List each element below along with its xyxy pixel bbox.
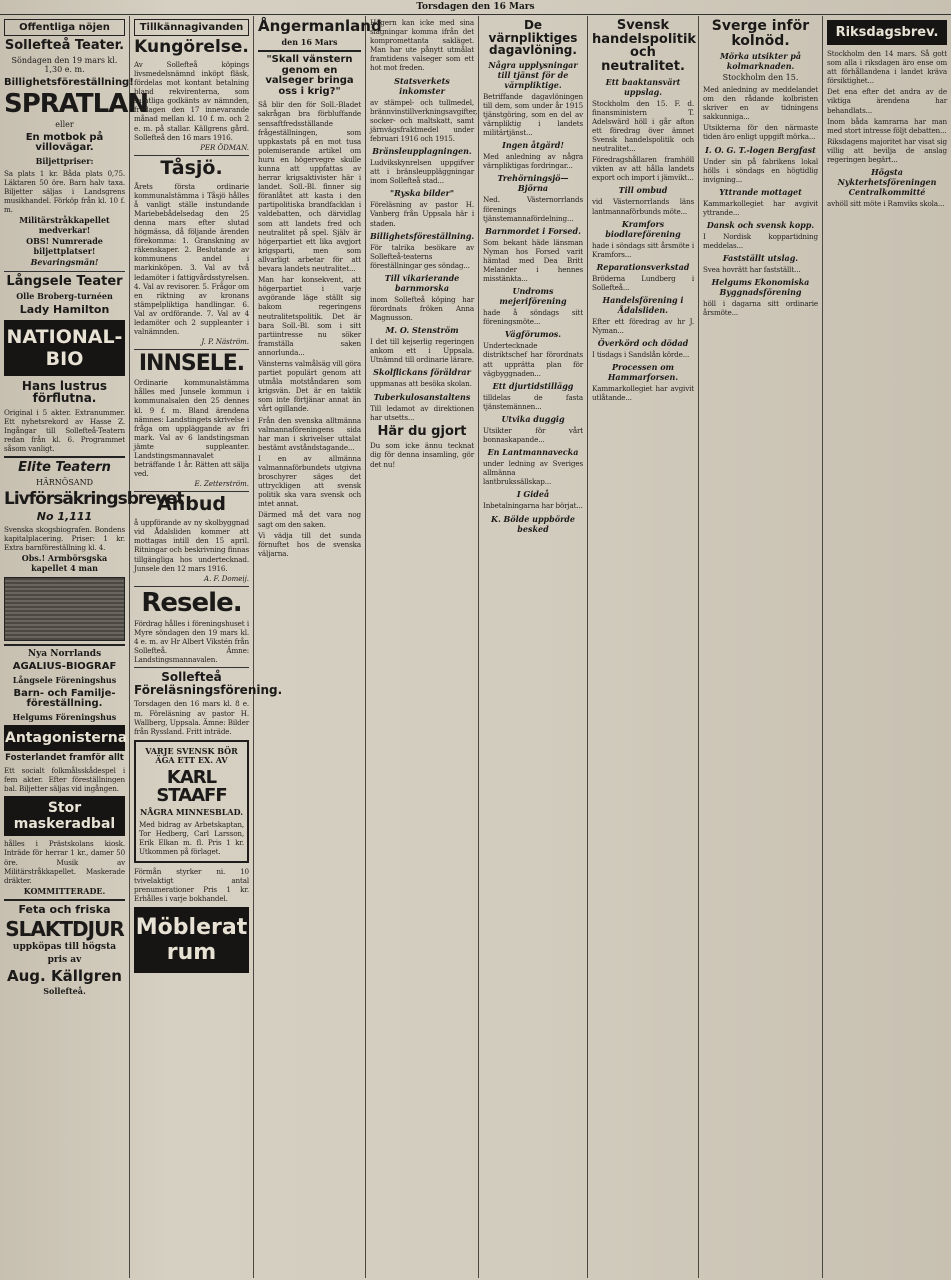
bransle-heading: Bränsleupplagningen. [372,146,472,157]
lantmannavecka: En Lantmannavecka [487,447,579,458]
body-text: under ledning av Sveriges allmänna lantbrukssällskap... [483,459,583,487]
body-text: Högern kan icke med sina slagningar komma ifrån det kompromettanta sakläget. Man har ute pånytt utmålat framtidens valseger som ett hot mot freden. [370,18,474,73]
body-text: Därmed må det vara nog sagt om den saken. [258,510,361,529]
uppkopas: uppköpas till högsta [12,941,117,952]
olle-broberg: Olle Broberg-turnéen [16,290,113,301]
divider [4,644,125,646]
pris-av: pris av [47,954,82,965]
divider [134,349,249,350]
body-text: Med bidrag av Arbetskaptan, Tor Hedberg, Carl Larsson, Erik Elkan m. fl. Pris 1 kr. Utkommen på förlaget. [139,819,244,856]
column-4 [366,16,479,1278]
solleftea-forelasning: Sollefteå Föreläsningsförening. [134,670,283,697]
processen: Processen om Hammarforsen. [607,362,679,383]
body-text: För talrika besökare av Sollefteå-teaterns föreställningar ges söndag... [370,242,474,270]
section-head-tillkannagivanden: Tillkännagivanden [134,19,249,36]
body-text: Förmån styrker ni. 10 tvivelaktigt antal prenumerationer Pris 1 kr. Erhålles i varje bokhandel. [134,866,249,904]
agalius-biograf: AGALIUS-BIOGRAF [12,661,117,673]
body-text: Du som icke ännu tecknat dig för denna insamling, gör det nu! [370,441,474,469]
body-text: Svenska skogsbiografen. Bondens kapitalplacering. Priser: 1 kr. Extra barnföreställning kl. 4. [4,525,125,553]
body-text: Stockholm den 14 mars. Så gott som alla i riksdagen äro ense om att förhållandena i landet kräva försiktighet... [827,49,947,86]
elite-teatern: Elite Teatern [18,460,111,476]
taso-heading: Tåsjö. [160,156,223,179]
innsele-heading: INNSELE. [138,351,245,377]
billighet-heading-2: Billighetsföreställning. [370,230,475,241]
body-text: å uppförande av ny skolbyggnad vid Ådalsliden kommer att mottagas intill den 15 april. Ritningar och beskrivning finnas tillgängliga hos undertecknad. Junsele den 12 mars 1916. [134,518,249,573]
stor-maskeradbal: Stor maskeradbal [4,796,125,836]
angermanland-title: Ångermanland [258,17,382,35]
bevaringsman: Bevaringsmän! [30,257,99,268]
moblerat-rum: Möblerat rum [134,907,249,973]
riksdagsbrev-title: Riksdagsbrev. [827,20,947,45]
body-text: I en av allmänna valmannaförbundets utgivna broschyrer säges det uttryckligen att svensk politik ska vara svensk och intet annat. [258,453,361,509]
body-text: inom Sollefteå köping har förordnats fröken Anna Magnusson. [370,294,474,323]
body-text: hade å söndags sitt föreningsmöte... [483,308,583,327]
body-text: Torsdagen den 16 mars kl. 8 e. m. Föreläsning av pastor H. Wallberg, Uppsala. Ämne: Bilder från Ryssland. Fritt inträde. [134,699,249,736]
body-text: Med anledning av några värnpliktigas fordringar... [483,152,583,171]
body-text: Bröderna Lundberg i Sollefteå... [592,273,694,292]
motbok-subtitle: En motbok på villovägar. [25,131,104,154]
body-text: I det till kejserlig regeringen ankom ett i Uppsala. Utnämnd till ordinarie lärare. [370,337,474,365]
barnmorska-heading: Till vikarierande barnmorska [384,272,460,293]
divider [4,456,125,458]
page-masthead: Torsdagen den 16 Mars [0,0,951,15]
body-text: hade i söndags sitt årsmöte i Kramfors... [592,240,694,259]
barnmordet-forsed: Barnmordet i Forsed. [485,225,581,236]
column-5 [479,16,588,1278]
baaktansvart-sub: Ett baaktansvärt uppslag. [605,76,681,97]
overkord: Överkörd och dödad [597,338,689,349]
trehorningsjo: Trehörningsjö—Björna [497,173,569,194]
divider [4,899,125,901]
statsverkets-heading: Statsverkets inkomster [394,75,450,96]
sverge-kolnod-title: Sverge inför kolnöd. [711,18,810,49]
body-text: Till ledamot av direktionen har utsetts... [370,403,474,422]
body-text: uppmanas att besöka skolan. [370,379,472,389]
biljettpriser: Biljettpriser: [35,155,94,166]
karl-staaff-title: KARL STAAFF [156,766,227,806]
body-text: Fördrag hålles i föreningshuset i Myre söndagen den 19 mars kl. 4 e. m. av Hr Albert Vikstén från Sollefteå. Ämne: Landstingsmannavalen. [134,618,249,665]
tuberkulos-heading: Tuberkulosanstaltens [373,391,471,402]
body-text: Stockholm den 15. F. d. finansministern T. Adelswärd höll i går afton ett föredrag över ämnet Svensk handelspolitik och neutralitet... [592,98,694,154]
billighet-heading: Billighetsföreställning! [4,76,134,88]
body-text: Kammarkollegiet har avgivit yttrande... [703,198,818,217]
stenstrom-heading: M. O. Stenström [385,325,459,336]
spratlan-title: SPRATLAN [4,89,149,120]
skolflickans-heading: Skolflickans föräldrar [373,367,471,378]
ad-preheading: VARJE SVENSK BÖR ÄGA ETT EX. AV [145,745,238,766]
photo-illustration [4,577,125,641]
body-text: Ned. Västernorrlands förenings tjänstemannafördelning... [483,195,583,223]
feta-friska: Feta och friska [18,903,111,917]
divider [4,271,125,272]
divider [258,50,361,52]
body-text: av stämpel- och tullmedel, brännvinstillverkningsavgifter, socker- och maltskatt, samt järnvägsfraktmedel under februari 1916 och 1915. [370,97,478,143]
iogt-bergfast: I. O. G. T.-logen Bergfast [705,144,816,155]
national-bio-logo: NATIONAL-BIO [4,320,125,376]
body-text: Ludvikskynrelsen uppgifver att i bränsleuppläggningar inom Sollefteå stad... [370,158,474,186]
nya-norrlands: Nya Norrlands [27,648,102,659]
body-text: höll i dagarna sitt ordinarie årsmöte... [703,299,818,318]
fosterland: Fosterlandet framför allt [5,753,124,764]
barn-familje: Barn- och Familje-föreställning. [13,687,116,710]
body-text: Föreläsning av pastor H. Vanberg från Uppsala här i staden. [370,200,474,228]
obs-numrerade: OBS! Numrerade biljettplatser! [26,236,103,256]
militarkapellet: Militärstråkkapellet medverkar! [19,214,110,235]
body-text: Sa plats 1 kr. Båda plats 0,75. Läktaren 50 öre. Barn halv taxa. Biljetter säljas i Landsgrens musikhandel. Förköp från kl. 10 f. m. [4,168,125,214]
body-text: Original i 5 akter. Extranummer. Ett nyhetsrekord av Hasse Z. Ingångar till Sollefteå-Teatern redan från kl. 6. Programmet såsom vanligt. [4,407,125,454]
ett-djurtidstillagg: Ett djurtidstillägg [492,380,574,391]
column-3 [254,16,382,1278]
langsele-teater-heading: Långsele Teater [6,273,123,289]
svensk-handelspolitik-title: Svensk handelspolitik och neutralitet. [592,18,697,74]
body-text: Inom båda kamrarna har man med stort intresse följt debatten... [827,116,947,135]
body-text: Betriffande dagavlöningen till dem, som under år 1915 tjänstgöring, som en del av värnpliktig i landets militärtjänst... [483,91,583,138]
karl-staaff-ad [134,740,249,863]
body-text: Man har konsekvent, att högerpartiet i varje avgörande läge ställt sig bakom regeringens neutralitetspolitik. Det är bara Soll.-Bl. som i sitt partiintresse nu söker framställa saken annorlunda... [258,275,361,357]
i-gidea: I Gideå [516,489,550,500]
ryska-bilder-heading: "Ryska bilder" [389,188,455,199]
divider [134,586,249,587]
anbud-heading: Anbud [157,493,226,516]
faststallt: Fastställt utslag. [722,253,799,264]
teater-date: Söndagen den 19 mars kl. 1,30 e. m. [11,55,118,75]
antagonisterna: Antagonisterna [4,725,125,751]
column-8 [823,16,951,1278]
divider [134,155,249,156]
body-text: Utsikterna för den närmaste tiden äro enligt uppgift mörka... [703,123,818,142]
body-text: Inbetalningarna har börjat... [483,501,583,511]
solleftea-teater-heading: Sollefteå Teater. [4,38,125,53]
aug-kallgren: Aug. Källgren [7,966,122,985]
lady-hamilton: Lady Hamilton [19,303,110,317]
har-du-gjort-heading: Här du gjort [377,423,467,439]
hogsta-nykterhet: Högsta Nykterhetsföreningen Centralkommitté [837,167,937,198]
utvika-duggig: Utvika duggig [501,413,565,424]
column-6 [588,16,699,1278]
harnosand: HÄRNÖSAND [35,478,93,488]
body-text: Kammarkollegiet har avgivit utlåtande... [592,384,694,403]
divider [134,667,249,668]
helgums-foreningshus: Helgums Föreningshus [12,711,117,722]
body-text: Riksdagens majoritet har visat sig villig att bevilja de anslag regeringen begärt... [827,136,947,165]
langsele-foreningshus: Långsele Föreningshus [12,674,117,685]
body-text: Ordinarie kommunalstämma hålles med Junsele kommun i kommunalsalen den 25 dennes kl. 9 f. m. Bland ärendena nämnes: Landstingets skrivelse i fråga om uppläggande av fri mark. Val av 6 landstingsman jämte suppleanter. Landstingsmannavalet beträffande 1 år. Rätten att sälja ved. [134,378,249,479]
body-text: avhöll sitt möte i Ramviks skola... [827,199,945,209]
body-text: Utsikter för vårt bonnaskapande... [483,425,583,445]
body-text: Så blir den för Soll.-Bladet sakrågan bra förbluffande sensaftfredsställande frågeställningen, som uppkastats på en mot tusa polemiserande artikel om huru en högervegre skulle kunna att uppfattas av herrar krigsaktivister här i landet. Soll.-Bl. finner sig föranlåtet att kasta i den partipolitiska brandfacklan i valdebatten, och därvidlag som att landets fred och neutralitet på spel. Själv är högerpartiet ett lika avgjort krigsparti, men som allvarligt arbetar för att bevara landets neutralitet... [258,100,361,274]
vagforumos: Vägförumos. [504,329,562,340]
body-text: Under sin på fabrikens lokal hölls i söndags en högtidlig invigning... [703,156,818,184]
ingen-atgard: Ingen åtgärd! [502,140,564,151]
obs-armborgska: Obs.! Armbörsgska kapellet 4 man [21,553,108,574]
section-head-offentliga-nojen: Offentliga nöjen [4,19,125,36]
column-7 [699,16,823,1278]
body-text: Vi vädja till det sunda förnuftet hos de svenska väljarna. [258,530,361,558]
karl-staaff-sub: NÅGRA MINNESBLAD. [139,806,244,817]
body-text: hålles i Prästskolans kiosk. Inträde för herrar 1 kr., damer 50 öre. Musik av Militärstråkkapellet. Maskerade dräkter. [4,839,125,885]
signature-domeij: A. F. Domeij. [204,574,249,583]
body-text: Ett socialt folkmålsskådespel i fem akter. Efter föreställningen bal. Biljetter säljas vid ingången. [4,766,125,794]
signature: PER ÖDMAN. [200,143,249,152]
slaktdjur: SLAKTDJUR [5,916,124,941]
column-2 [130,16,283,1278]
till-ombud: Till ombud [618,185,668,196]
eller-text: eller [55,120,74,130]
resele-heading: Resele. [141,587,242,618]
body-text: vid Västernorrlands läns lantmannaförbunds möte... [592,197,694,216]
skall-vanstern-headline: "Skall vänstern genom en valseger bringa oss i krig?" [265,54,354,97]
livforsakringsbrevet: Livförsäkringsbrevet [4,488,184,509]
undroms-mejeri: Undroms mejeriförening [499,286,567,307]
body-text: Föredragshållaren framhöll vikten av att hålla landets export och import i jämvikt... [592,155,694,183]
reparationsverkstad: Reparationsverkstad [596,261,690,272]
yttrande-mottaget: Yttrande mottaget [719,186,802,197]
body-text: I tisdags i Sandslån körde... [592,350,690,360]
kommitterade: KOMMITTERADE. [23,885,106,896]
angermanland-date: den 16 Mars [281,36,338,47]
body-text: Med anledning av meddelandet om den rådande kolbristen skriver en av tidningens sakkunniga... [703,84,818,122]
handelsforening: Handelsförening i Ådalsliden. [602,294,684,315]
body-text: Efter ett föredrag av hr J. Nyman... [592,316,694,336]
body-text: Vänsterns valmålsäg vill göra partiet populärt genom att utmåla motståndaren som krigsvän. Det är en taktik som inte förtjänar annat än vårt ogillande. [258,358,361,414]
body-text: Årets första ordinarie kommunalstämma i Tåsjö hålles å vanligt ställe instundande Mariebebådelsedag den 25 denna mars efter slutad högmässa, då följande ärenden förekomma: 1. Granskning av räkenskaper. 2. Beslutande av kommunens andel i markinköpen. 3. Val av två ledamöter i fattigvårdsstyrelsen. 4. Val av revisorer. 5. Frågor om en riktning av kronans stämpelpliktiga handlingar. 6. Val av ordförande. 7. Val av 4 ledamöter och 2 suppleanter i valnämnden. [134,181,249,337]
body-text: tilldelas de fasta tjänstemännen... [483,392,583,411]
column-1 [0,16,184,1278]
kungorelse-heading: Kungörelse. [134,37,249,57]
divider [134,491,249,492]
k-bolde: K. Bölde uppbörde besked [491,513,575,534]
body-text: Undertecknade distriktschef har förordnats att upprätta plan för vägbyggnaden... [483,341,583,378]
morka-utsikter-sub: Mörka utsikter på kolmarknaden. [719,51,802,72]
body-text: Som bekant häde länsman Nyman hos Forsed varit hämtad med Dea Britt Melander i hennes misstänkta... [483,237,583,284]
stockholm-dateline: Stockholm den 15. [722,73,799,83]
signature-nastrom: J. P. Näström. [201,338,249,347]
hans-lustrus: Hans lustrus förflutna. [21,378,108,406]
body-text: Av Sollefteå köpings livsmedelsnämnd inköpt fläsk, fördelas mot kontant betalning bland rekvirenterna, som samtliga godkänts av nämnden, fredagen den 17 innevarande månad mellan kl. 10 f. m. och 2 e. m. på stallar. Källgrens gård. Sollefteå den 16 mars 1916. [134,59,249,142]
body-text: Svea hovrätt har fastställt... [703,265,801,275]
body-text: Från den svenska alltmänna valmannaföreningens sida har man i skrivelser uttalat bestämt avståndstagande... [258,415,361,452]
varnpliktige-title: De värnpliktiges dagavlöning. [488,18,578,58]
varnpliktige-sub: Några upplysningar till tjänst för de värnpliktige. [488,59,578,90]
kramfors-biodlare: Kramfors biodlareförening [605,218,681,239]
body-text: Det ena efter det andra av de viktiga ärendena har behandlats... [827,87,947,115]
helgums-ekonomiska: Helgums Ekonomiska Byggnadsförening [711,277,810,298]
no-1111: No 1,111 [36,509,93,523]
solleftea-town: Sollefteå. [43,986,86,997]
signature-zetterstrom: E. Zetterström. [194,480,249,489]
body-text: I Nordisk koppartidning meddelas... [703,232,818,251]
dansk-svensk: Dansk och svensk kopp. [706,220,815,230]
